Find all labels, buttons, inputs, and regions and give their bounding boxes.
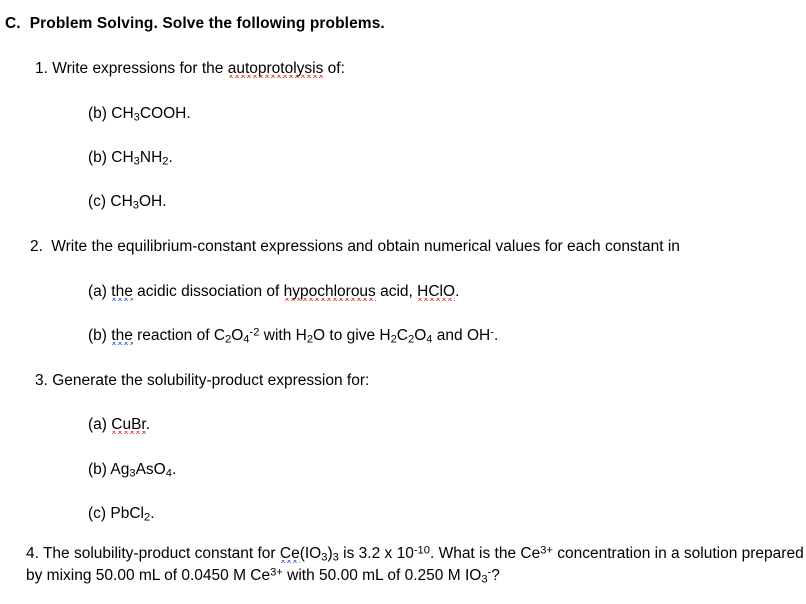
question-3-subitem-c xyxy=(88,504,155,523)
question-3-text: Generate the solubility-product expression for: xyxy=(52,372,370,389)
formula-ch3nh2: $CH_3NH_2$. xyxy=(111,149,173,168)
question-4-number: 4. xyxy=(26,545,39,562)
question-1-text-pre: Write expressions for the xyxy=(52,60,228,77)
section-heading xyxy=(5,14,385,33)
misspelled-word-hypochlorous: hypochlorous xyxy=(283,283,376,300)
question-3-subitem-a xyxy=(88,415,150,434)
question-3-number: 3. xyxy=(35,372,48,389)
subitem-label: (b) xyxy=(88,327,107,344)
question-3-subitem-b xyxy=(88,460,176,479)
subitem-a-mid2: acid, xyxy=(375,283,418,300)
question-4-text: The solubility-product constant for $Ce(IO_3)_3$ is 3.2 x $10^{-10}$. What is the $Ce^{3+}$ concentration in a solution prepared by mixing 50.00 mL of 0.0450 M $Ce^{3+}$ with 50.00 mL of 0.250 M $IO_3^-$? xyxy=(26,544,804,586)
grammar-word-the: the xyxy=(111,327,133,344)
formula-ag3aso4: $Ag_3AsO_4$. xyxy=(110,461,177,480)
question-2-number: 2. xyxy=(30,238,43,255)
question-1-subitem-a xyxy=(88,104,191,123)
subitem-label: (c) xyxy=(88,193,107,210)
question-1-subitem-c xyxy=(88,192,167,211)
subitem-label: (b) xyxy=(88,105,107,122)
subitem-a-end: . xyxy=(455,283,460,300)
subitem-label: (b) xyxy=(88,461,107,478)
question-1-subitem-b xyxy=(88,148,173,167)
question-1 xyxy=(35,59,345,78)
grammar-word-ce: Ce xyxy=(279,545,300,562)
subitem-a-mid: acidic dissociation of xyxy=(132,283,284,300)
question-1-text-post: of: xyxy=(323,60,345,77)
subitem-label: (a) xyxy=(88,416,107,433)
misspelled-word-autoprotolysis: autoprotolysis xyxy=(227,60,324,77)
question-2-text: Write the equilibrium-constant expressions and obtain numerical values for each constant in xyxy=(51,238,680,255)
misspelled-word-cubr: CuBr xyxy=(111,416,146,433)
grammar-word-the: the xyxy=(111,283,133,300)
question-1-number: 1. xyxy=(35,60,48,77)
formula-ch3cooh: $CH_3COOH$. xyxy=(111,105,191,124)
question-2-subitem-a xyxy=(88,282,459,301)
subitem-label: (c) xyxy=(88,505,107,522)
question-2-subitem-b xyxy=(88,326,498,345)
section-title: Problem Solving. Solve the following problems. xyxy=(29,15,385,32)
subitem-label: (b) xyxy=(88,149,107,166)
question-2 xyxy=(30,237,680,256)
misspelled-word-hclo: HClO xyxy=(417,283,456,300)
question-3 xyxy=(35,371,369,390)
section-label: C. xyxy=(5,15,21,32)
formula-pbcl2: PbCl$_2$. xyxy=(110,505,155,524)
formula-ch3oh: $CH_3OH$. xyxy=(110,193,167,212)
formula-oxalate-reaction: reaction of $C_2O_4^{-2}$ with $H_2O$ to give $H_2C_2O_4$ and OH-. xyxy=(132,326,499,346)
question-4 xyxy=(26,543,806,587)
subitem-label: (a) xyxy=(88,283,107,300)
subitem-a-end: . xyxy=(145,416,151,433)
